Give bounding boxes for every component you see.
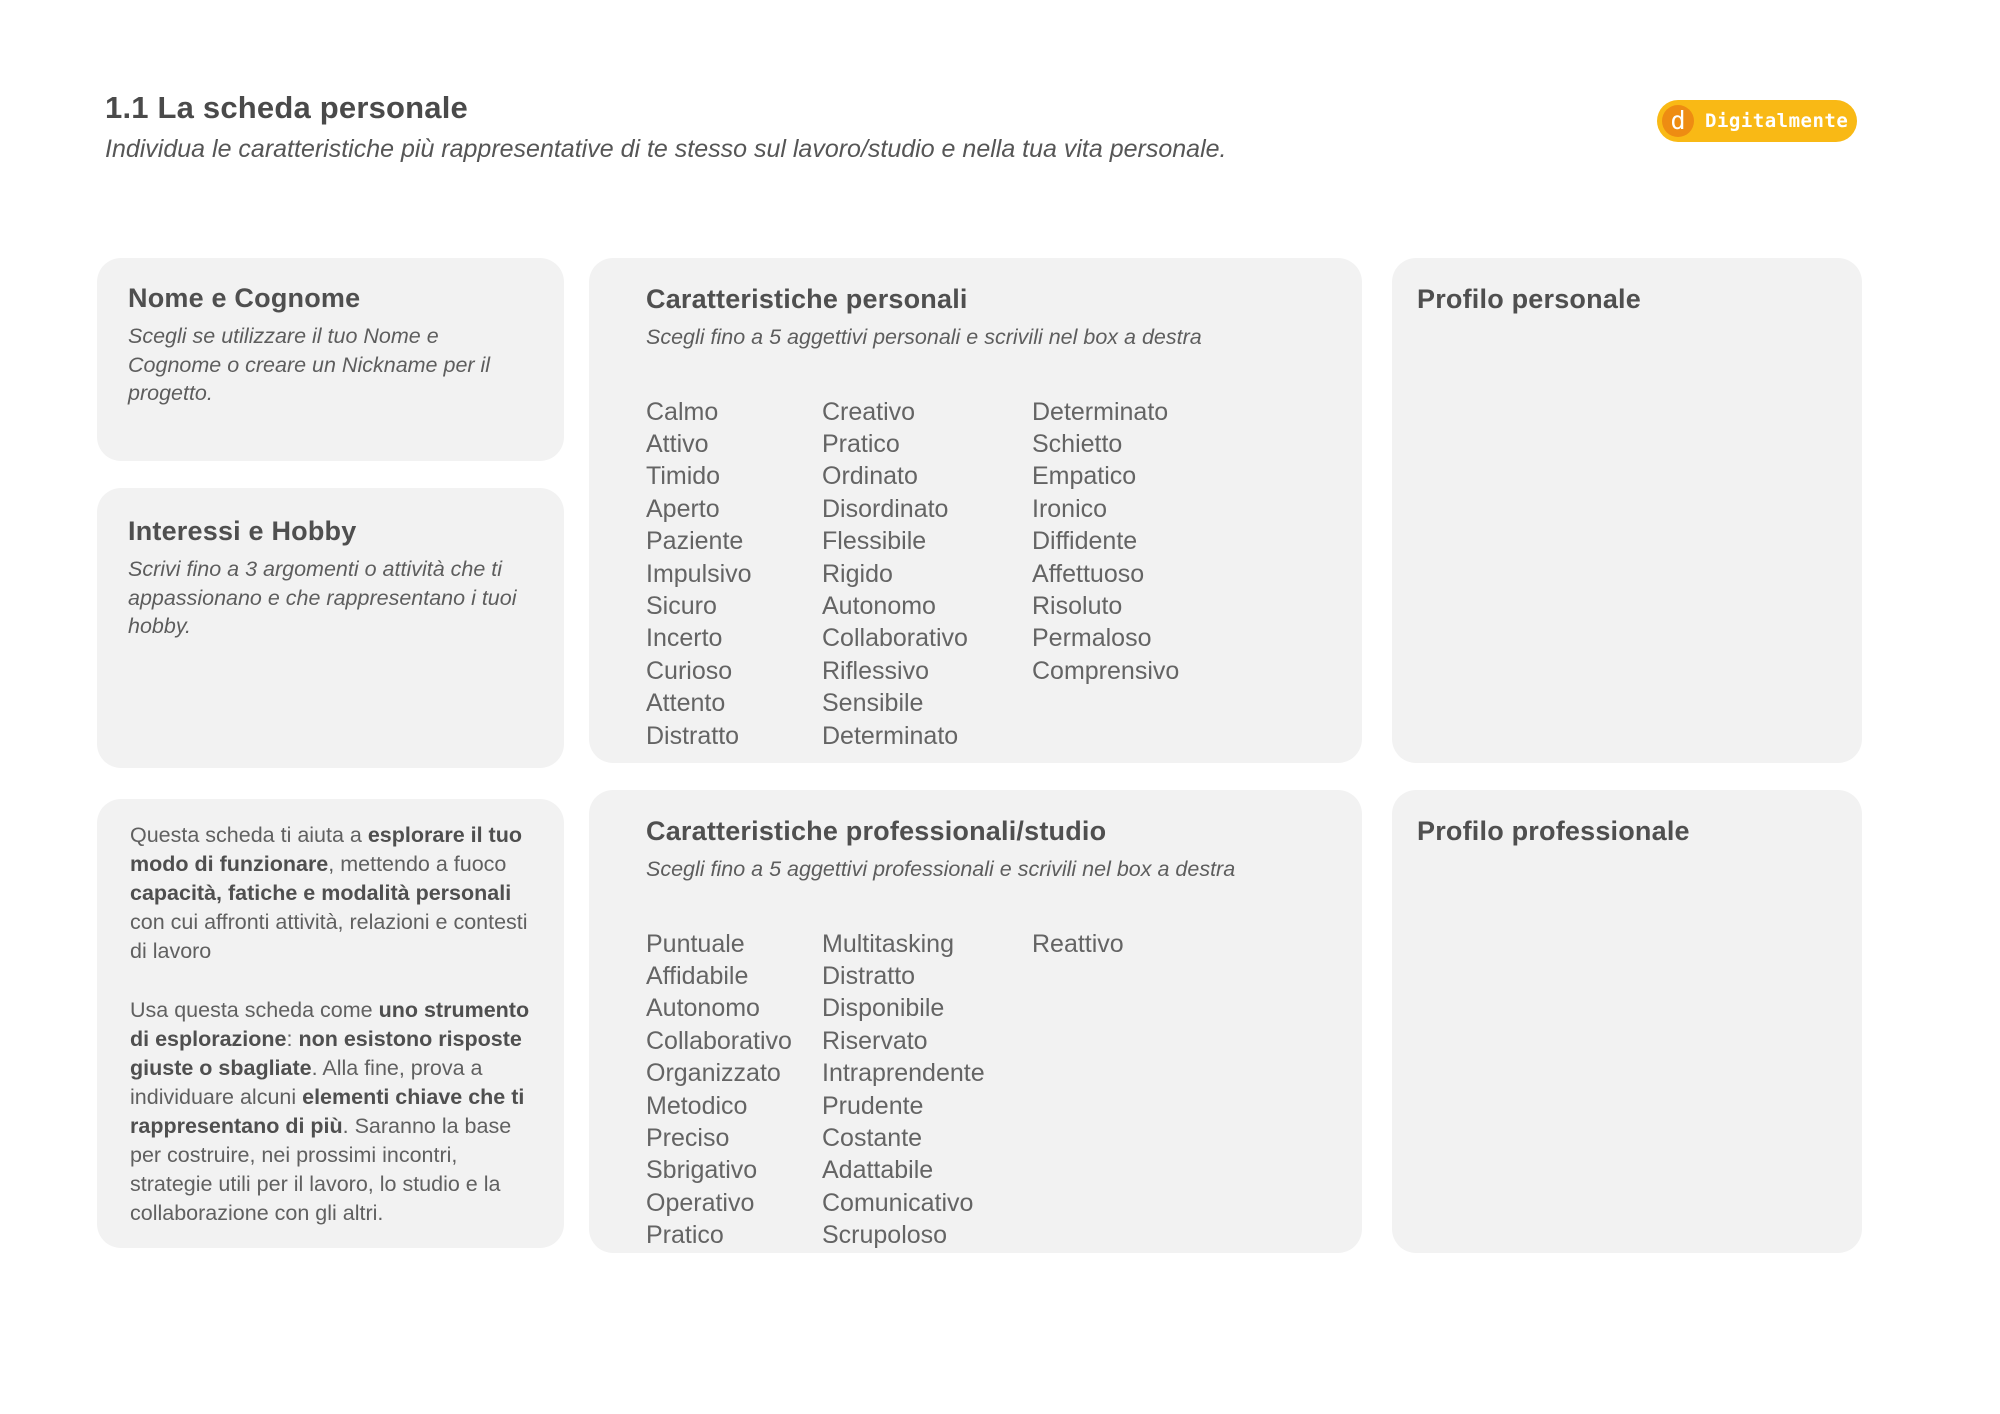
adjective-item: Prudente: [822, 1091, 924, 1120]
adjective-item: Comunicativo: [822, 1188, 974, 1217]
caratteristiche-personali-title: Caratteristiche personali: [646, 284, 968, 314]
adjective-item: Diffidente: [1032, 527, 1138, 556]
digitalmente-badge-label: Digitalmente: [1705, 110, 1849, 132]
instructions-paragraph: Questa scheda ti aiuta a esplorare il tuo modo di funzionare, mettendo a fuoco capacità, fatiche e modalità personali con cui affronti attività, relazioni e contesti di lavoro: [130, 823, 528, 963]
adjective-item: Sicuro: [646, 591, 717, 620]
adjective-item: Autonomo: [822, 591, 936, 620]
adjective-item: Organizzato: [646, 1059, 781, 1088]
adjective-item: Paziente: [646, 527, 744, 556]
professional-adjectives-list: [646, 928, 1322, 1252]
interessi-hobby-box[interactable]: [97, 488, 564, 768]
adjective-column: [1032, 396, 1179, 752]
page-title: 1.1 La scheda personale: [105, 90, 468, 125]
caratteristiche-professionali-title: Caratteristiche professionali/studio: [646, 816, 1107, 846]
adjective-item: Disordinato: [822, 494, 949, 523]
adjective-column: [646, 396, 822, 752]
adjective-item: Riflessivo: [822, 656, 929, 685]
adjective-item: Autonomo: [646, 994, 760, 1023]
digitalmente-logo-icon: [1662, 105, 1694, 137]
adjective-item: Pratico: [646, 1221, 724, 1250]
adjective-item: Schietto: [1032, 429, 1123, 458]
logo-letter: d: [1670, 105, 1686, 135]
adjective-item: Distratto: [822, 961, 916, 990]
adjective-item: Calmo: [646, 397, 719, 426]
nome-cognome-description: Scegli se utilizzare il tuo Nome e Cognome o creare un Nickname per il progetto.: [128, 324, 491, 405]
adjective-column: [822, 396, 1032, 752]
adjective-item: Attivo: [646, 429, 709, 458]
page-header: [105, 90, 1226, 164]
digitalmente-badge: [1657, 100, 1857, 142]
adjective-item: Scrupoloso: [822, 1221, 948, 1250]
adjective-item: Rigido: [822, 559, 893, 588]
caratteristiche-professionali-card: [589, 790, 1362, 1253]
adjective-item: Riservato: [822, 1026, 928, 1055]
adjective-item: Incerto: [646, 624, 723, 653]
adjective-item: Risoluto: [1032, 591, 1123, 620]
adjective-item: Puntuale: [646, 929, 745, 958]
personal-adjectives-list: [646, 396, 1322, 752]
adjective-item: Curioso: [646, 656, 733, 685]
adjective-item: Affettuoso: [1032, 559, 1145, 588]
adjective-item: Sbrigativo: [646, 1156, 758, 1185]
adjective-item: Creativo: [822, 397, 916, 426]
adjective-item: Costante: [822, 1123, 923, 1152]
adjective-column: [1032, 928, 1124, 1252]
adjective-item: Aperto: [646, 494, 720, 523]
adjective-item: Pratico: [822, 429, 900, 458]
instructions-text: [130, 821, 534, 1228]
nome-cognome-box[interactable]: [97, 258, 564, 461]
adjective-item: Reattivo: [1032, 929, 1124, 958]
profilo-professionale-title: Profilo professionale: [1417, 816, 1690, 846]
adjective-item: Ordinato: [822, 462, 918, 491]
adjective-item: Timido: [646, 462, 721, 491]
adjective-item: Collaborativo: [822, 624, 968, 653]
profilo-professionale-box[interactable]: [1392, 790, 1862, 1253]
adjective-item: Adattabile: [822, 1156, 934, 1185]
adjective-column: [646, 928, 822, 1252]
caratteristiche-professionali-instruction: Scegli fino a 5 aggettivi professionali e scrivili nel box a destra: [646, 857, 1236, 881]
adjective-item: Empatico: [1032, 462, 1137, 491]
adjective-item: Disponibile: [822, 994, 945, 1023]
profilo-personale-box[interactable]: [1392, 258, 1862, 763]
profilo-personale-title: Profilo personale: [1417, 284, 1641, 314]
page-subtitle: Individua le caratteristiche più rappresentative di te stesso sul lavoro/studio e nella tua vita personale.: [105, 135, 1227, 163]
nome-cognome-title: Nome e Cognome: [128, 283, 361, 313]
adjective-item: Intraprendente: [822, 1059, 985, 1088]
adjective-item: Permaloso: [1032, 624, 1152, 653]
adjective-item: Comprensivo: [1032, 656, 1180, 685]
adjective-item: Preciso: [646, 1123, 730, 1152]
adjective-item: Metodico: [646, 1091, 748, 1120]
adjective-item: Impulsivo: [646, 559, 752, 588]
adjective-item: Operativo: [646, 1188, 755, 1217]
adjective-item: Determinato: [1032, 397, 1169, 426]
adjective-column: [822, 928, 1032, 1252]
adjective-item: Attento: [646, 689, 726, 718]
adjective-item: Sensibile: [822, 689, 924, 718]
adjective-item: Ironico: [1032, 494, 1108, 523]
adjective-item: Determinato: [822, 721, 959, 750]
interessi-hobby-title: Interessi e Hobby: [128, 516, 357, 546]
caratteristiche-personali-card: [589, 258, 1362, 763]
adjective-item: Distratto: [646, 721, 740, 750]
interessi-hobby-description: Scrivi fino a 3 argomenti o attività che ti appassionano e che rappresentano i tuoi hobby.: [128, 557, 517, 638]
adjective-item: Flessibile: [822, 527, 927, 556]
adjective-item: Collaborativo: [646, 1026, 792, 1055]
adjective-item: Multitasking: [822, 929, 954, 958]
caratteristiche-personali-instruction: Scegli fino a 5 aggettivi personali e scrivili nel box a destra: [646, 325, 1202, 349]
adjective-item: Affidabile: [646, 961, 749, 990]
instructions-card: [97, 799, 564, 1248]
instructions-paragraph: Usa questa scheda come uno strumento di esplorazione: non esistono risposte giuste o sbagliate. Alla fine, prova a individuare alcuni elementi chiave che ti rappresentano di più. Saranno la base per costruire, nei prossimi incontri, strategie utili per il lavoro, lo studio e la collaborazione con gli altri.: [130, 998, 530, 1225]
